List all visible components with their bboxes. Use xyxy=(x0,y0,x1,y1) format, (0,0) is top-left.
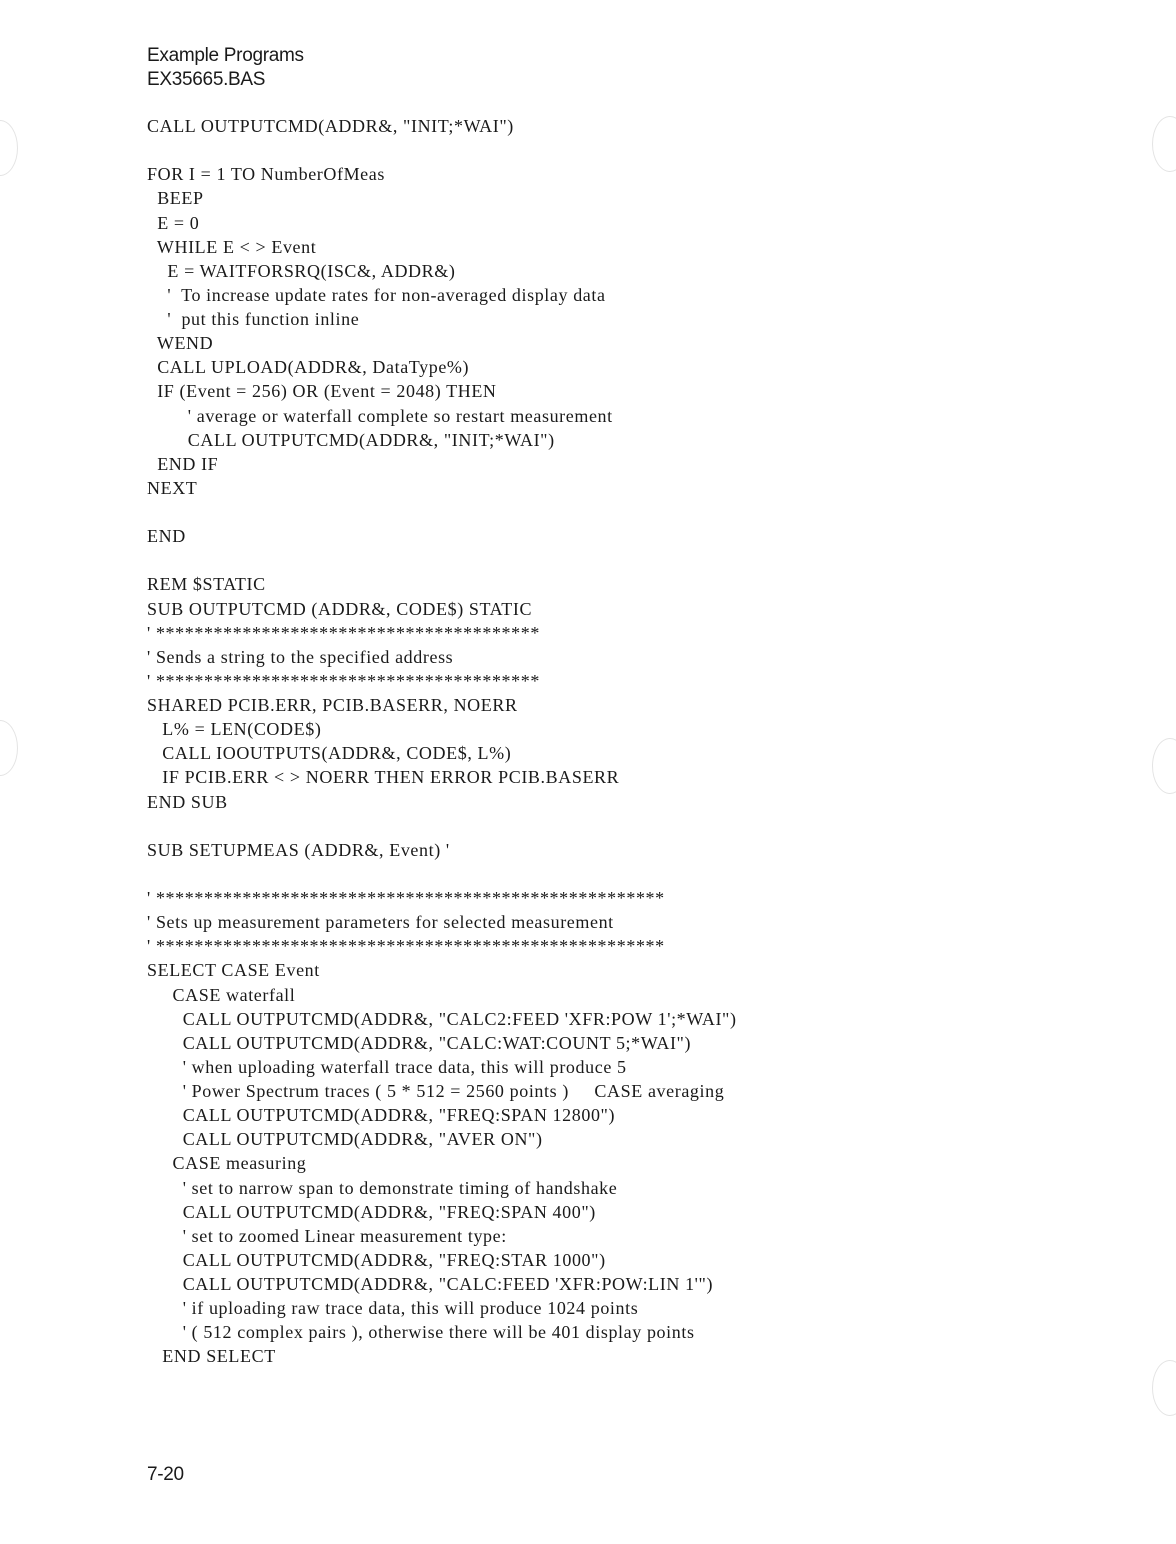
code-line: ' ( 512 complex pairs ), otherwise there will be 401 display points xyxy=(147,1322,695,1343)
code-line xyxy=(147,548,737,572)
code-line: ' Sends a string to the specified address xyxy=(147,646,454,667)
code-line: SHARED PCIB.ERR, PCIB.BASERR, NOERR xyxy=(147,695,518,715)
code-line: CALL OUTPUTCMD(ADDR&, "CALC2:FEED 'XFR:POW 1';*WAI") xyxy=(147,1008,737,1029)
code-line: WEND xyxy=(147,333,214,354)
code-line: ' set to zoomed Linear measurement type: xyxy=(147,1225,507,1246)
code-line: CALL OUTPUTCMD(ADDR&, "INIT;*WAI") xyxy=(147,429,555,450)
code-line: CALL OUTPUTCMD(ADDR&, "AVER ON") xyxy=(147,1129,543,1150)
code-listing xyxy=(147,114,737,1369)
code-line: CALL OUTPUTCMD(ADDR&, "INIT;*WAI") xyxy=(147,116,514,136)
binder-hole-mark xyxy=(0,120,18,176)
code-line: CALL UPLOAD(ADDR&, DataType%) xyxy=(147,357,470,378)
code-line: SUB OUTPUTCMD (ADDR&, CODE$) STATIC xyxy=(147,598,533,619)
code-line: ' when uploading waterfall trace data, this will produce 5 xyxy=(147,1056,627,1077)
code-line: ' Sets up measurement parameters for selected measurement xyxy=(147,912,614,933)
page-header xyxy=(147,44,304,92)
page-number: 7-20 xyxy=(147,1464,184,1485)
code-line: ' **************************************** xyxy=(147,622,540,643)
code-line: END xyxy=(147,526,186,547)
code-line: IF (Event = 256) OR (Event = 2048) THEN xyxy=(147,381,497,402)
code-line: ' **************************************** xyxy=(147,670,540,691)
code-line: BEEP xyxy=(147,188,204,209)
code-line: FOR I = 1 TO NumberOfMeas xyxy=(147,164,385,185)
section-title: Example Programs xyxy=(147,45,304,66)
code-line: L% = LEN(CODE$) xyxy=(147,719,322,740)
code-line: ' if uploading raw trace data, this will produce 1024 points xyxy=(147,1298,639,1319)
code-line: CASE waterfall xyxy=(147,984,296,1005)
code-line: WHILE E < > Event xyxy=(147,236,317,257)
code-line: E = WAITFORSRQ(ISC&, ADDR&) xyxy=(147,260,456,281)
code-line: ' average or waterfall complete so restart measurement xyxy=(147,405,613,426)
code-line: SELECT CASE Event xyxy=(147,960,320,981)
code-line: IF PCIB.ERR < > NOERR THEN ERROR PCIB.BASERR xyxy=(147,767,620,788)
code-line: CALL OUTPUTCMD(ADDR&, "CALC:FEED 'XFR:POW:LIN 1'") xyxy=(147,1274,714,1294)
code-line: CASE measuring xyxy=(147,1153,307,1174)
code-line: CALL OUTPUTCMD(ADDR&, "FREQ:SPAN 12800") xyxy=(147,1105,616,1126)
code-line: ' ***************************************************** xyxy=(147,936,665,957)
code-line xyxy=(147,138,737,162)
code-line: CALL IOOUTPUTS(ADDR&, CODE$, L%) xyxy=(147,743,512,764)
code-line: END IF xyxy=(147,453,219,474)
code-line: REM $STATIC xyxy=(147,574,266,595)
code-line: SUB SETUPMEAS (ADDR&, Event) ' xyxy=(147,839,450,860)
program-filename: EX35665.BAS xyxy=(147,69,266,90)
code-line: E = 0 xyxy=(147,212,200,233)
code-line xyxy=(147,862,737,886)
code-line: ' Power Spectrum traces ( 5 * 512 = 2560 points ) CASE averaging xyxy=(147,1081,725,1101)
binder-hole-mark xyxy=(0,720,18,776)
code-line: END SUB xyxy=(147,791,228,812)
code-line: ' set to narrow span to demonstrate timing of handshake xyxy=(147,1177,618,1198)
code-line: CALL OUTPUTCMD(ADDR&, "FREQ:SPAN 400") xyxy=(147,1201,596,1222)
code-line xyxy=(147,500,737,524)
binder-hole-mark xyxy=(1152,738,1176,794)
binder-hole-mark xyxy=(1152,1360,1176,1416)
code-line: NEXT xyxy=(147,477,198,498)
code-line: ' ***************************************************** xyxy=(147,888,665,908)
binder-hole-mark xyxy=(1152,116,1176,172)
code-line: END SELECT xyxy=(147,1346,276,1367)
code-line: CALL OUTPUTCMD(ADDR&, "FREQ:STAR 1000") xyxy=(147,1249,606,1270)
code-line: ' put this function inline xyxy=(147,309,360,329)
code-line: CALL OUTPUTCMD(ADDR&, "CALC:WAT:COUNT 5;*WAI") xyxy=(147,1032,692,1053)
code-line: ' To increase update rates for non-averaged display data xyxy=(147,284,606,305)
code-line xyxy=(147,814,737,838)
